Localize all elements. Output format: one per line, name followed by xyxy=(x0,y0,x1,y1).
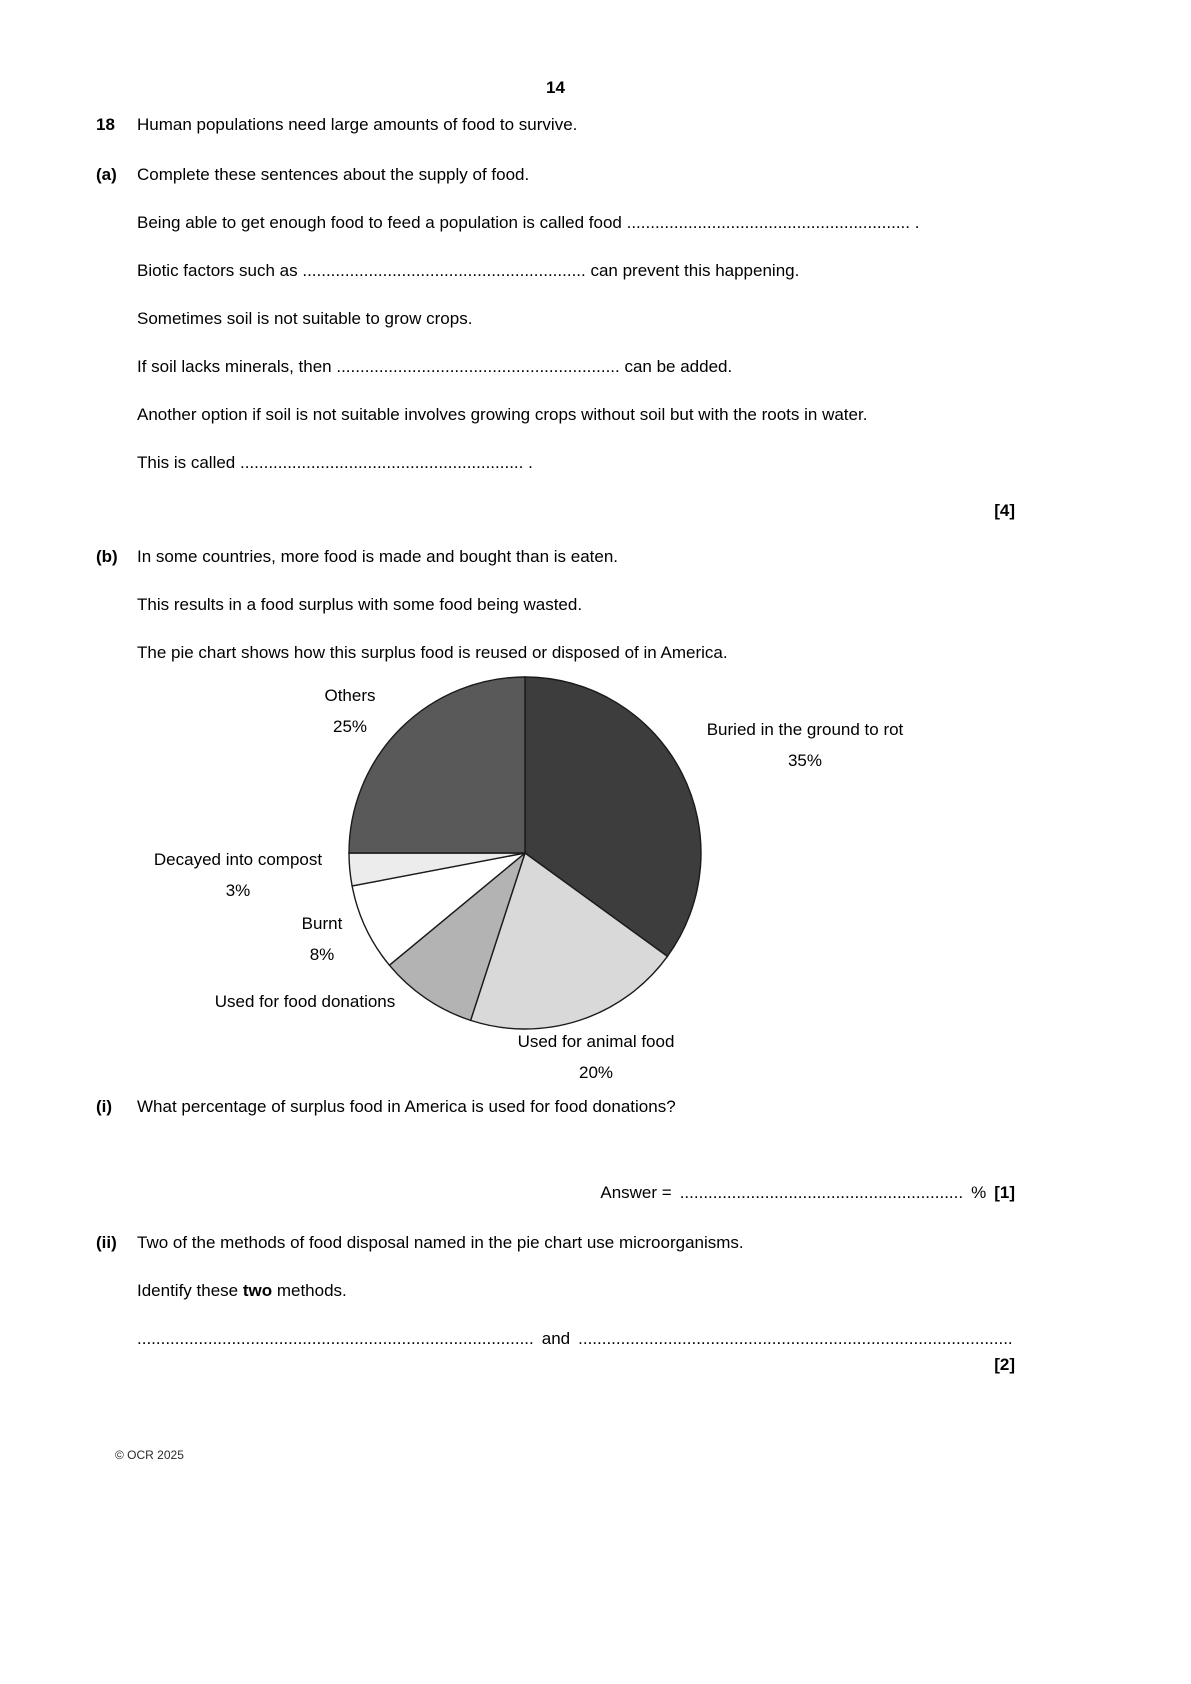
pie-chart xyxy=(345,673,705,1033)
pie-label-others-pct: 25% xyxy=(332,717,368,736)
part-ii-line2 xyxy=(137,1280,1015,1302)
part-i xyxy=(96,1096,1015,1232)
part-a-sentence-2: Biotic factors such as ............................................................ can prevent this happening. xyxy=(137,261,800,280)
pie-label-animal-food-name: Used for animal food xyxy=(517,1032,675,1051)
pie-label-burnt xyxy=(302,908,343,970)
part-ii-line2-prefix: Identify these xyxy=(137,1281,243,1300)
pie-label-burnt-pct: 8% xyxy=(309,945,335,964)
part-b xyxy=(96,546,1015,664)
pie-label-compost-name: Decayed into compost xyxy=(153,850,323,869)
and-separator: and xyxy=(541,1329,571,1348)
pie-label-buried-name: Buried in the ground to rot xyxy=(706,720,904,739)
part-a-marks: [4] xyxy=(994,501,1015,520)
part-ii-line2-bold: two xyxy=(242,1281,273,1300)
part-b-marker: (b) xyxy=(96,547,118,566)
answer-dots-right: ............................................................................................ xyxy=(578,1329,1013,1348)
part-a-sentence-4: If soil lacks minerals, then ............................................................ can be added. xyxy=(137,357,733,376)
pie-label-animal-food-pct: 20% xyxy=(578,1063,614,1082)
part-a xyxy=(96,164,1015,546)
pie-label-buried xyxy=(707,714,904,776)
part-i-question: What percentage of surplus food in America is used for food donations? xyxy=(137,1097,676,1116)
answer-unit: % xyxy=(971,1183,987,1202)
footer-copyright: © OCR 2025 xyxy=(115,1448,184,1462)
part-ii xyxy=(96,1232,1015,1376)
pie-chart-area xyxy=(96,668,1015,1086)
part-i-marks: [1] xyxy=(994,1183,1015,1202)
part-a-sentence-6: This is called ............................................................ . xyxy=(137,453,533,472)
pie-label-others xyxy=(324,680,375,742)
part-ii-line1: Two of the methods of food disposal named in the pie chart use microorganisms. xyxy=(137,1233,744,1252)
part-ii-marks: [2] xyxy=(994,1355,1015,1374)
part-a-marker: (a) xyxy=(96,165,117,184)
pie-label-food-donations-name: Used for food donations xyxy=(214,992,396,1011)
pie-label-food-donations xyxy=(215,986,396,1017)
part-a-sentence-3: Sometimes soil is not suitable to grow crops. xyxy=(137,309,473,328)
answer-line xyxy=(137,1182,1015,1204)
part-b-paragraph-1: In some countries, more food is made and bought than is eaten. xyxy=(137,547,619,566)
question-18 xyxy=(96,114,1015,136)
question-intro: Human populations need large amounts of food to survive. xyxy=(137,115,578,134)
part-ii-answer-line xyxy=(137,1328,1015,1350)
pie-label-animal-food xyxy=(518,1026,675,1088)
part-a-sentence-1: Being able to get enough food to feed a population is called food ............................................................ . xyxy=(137,213,920,232)
answer-dots-left: .................................................................................... xyxy=(137,1329,534,1348)
answer-label: Answer = xyxy=(600,1183,672,1202)
part-a-sentence-5: Another option if soil is not suitable involves growing crops without soil but with the roots in water. xyxy=(137,405,868,424)
question-number: 18 xyxy=(96,115,115,134)
pie-label-compost-pct: 3% xyxy=(225,881,251,900)
part-b-paragraph-3: The pie chart shows how this surplus food is reused or disposed of in America. xyxy=(137,643,728,662)
part-i-marker: (i) xyxy=(96,1097,113,1116)
answer-dots: ............................................................ xyxy=(679,1183,964,1202)
pie-label-burnt-name: Burnt xyxy=(301,914,343,933)
page-number: 14 xyxy=(546,78,565,97)
part-ii-line2-suffix: methods. xyxy=(272,1281,347,1300)
part-b-paragraph-2: This results in a food surplus with some food being wasted. xyxy=(137,595,583,614)
pie-label-buried-pct: 35% xyxy=(787,751,823,770)
pie-label-compost xyxy=(154,844,322,906)
part-a-prompt: Complete these sentences about the supply of food. xyxy=(137,165,530,184)
pie-label-others-name: Others xyxy=(324,686,376,705)
part-ii-marker: (ii) xyxy=(96,1233,117,1252)
